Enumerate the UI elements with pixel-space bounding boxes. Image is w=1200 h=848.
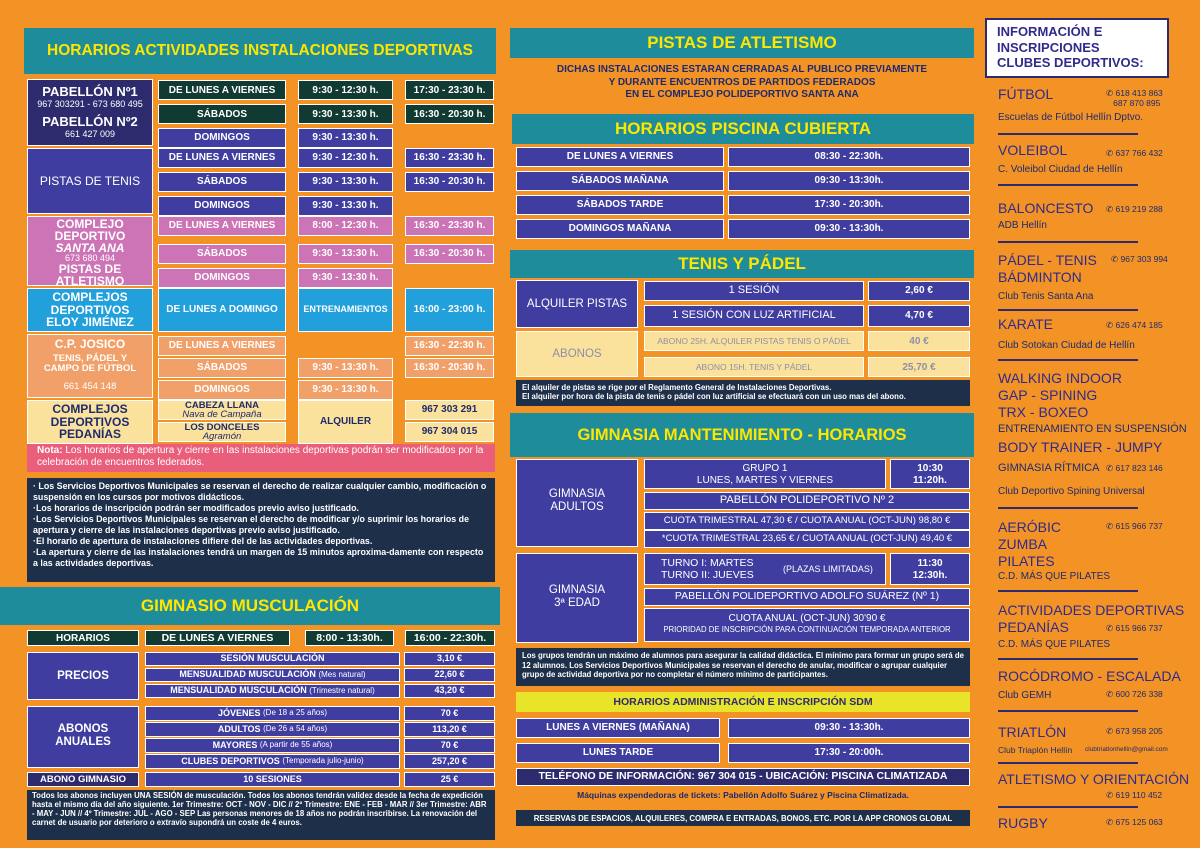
atl-text bbox=[510, 64, 974, 106]
pad-ph: 967 303 994 bbox=[1120, 254, 1168, 264]
roc-club: Club GEMH bbox=[998, 690, 1052, 701]
atl-line-3: EN EL COMPLEJO POLIDEPORTIVO SANTA ANA bbox=[625, 89, 859, 100]
pab-day-sab: SÁBADOS bbox=[158, 104, 286, 124]
cabeza-llana: CABEZA LLANA bbox=[184, 400, 260, 411]
divider bbox=[998, 806, 1138, 808]
gm-g1-time bbox=[890, 459, 970, 489]
atl-phone bbox=[1106, 791, 1162, 801]
eloy-entren: ENTRENAMIENTOS bbox=[298, 288, 393, 332]
kar-phone bbox=[1106, 321, 1163, 331]
gym-a2 bbox=[145, 722, 400, 737]
phone-icon: ✆ bbox=[1106, 148, 1114, 158]
gym-horarios: HORARIOS bbox=[27, 630, 139, 646]
pedanias-block bbox=[27, 400, 153, 444]
ten-day-sab: SÁBADOS bbox=[158, 172, 286, 192]
tri-club: Club Triaplón Hellín bbox=[998, 745, 1073, 755]
club-roc: ROCÓDROMO - ESCALADA bbox=[998, 668, 1181, 684]
gm-g1-t1: 10:30 bbox=[917, 463, 943, 474]
bal-phone bbox=[1106, 205, 1163, 215]
gm-cuota: CUOTA ANUAL (OCT-JUN) 30'90 € bbox=[728, 613, 886, 624]
club-walk-6: GIMNASIA RÍTMICA bbox=[998, 462, 1100, 474]
pis-d1: DE LUNES A VIERNES bbox=[516, 147, 724, 167]
sa-day-lv: DE LUNES A VIERNES bbox=[158, 216, 286, 236]
gym-a4-label: CLUBES DEPORTIVOS bbox=[181, 755, 280, 766]
clubs-title-3: CLUBES DEPORTIVOS: bbox=[997, 55, 1144, 71]
gym-a1 bbox=[145, 706, 400, 721]
pis-t2: 09:30 - 13:30h. bbox=[728, 171, 970, 191]
eloy-l1: COMPLEJOS bbox=[52, 290, 128, 304]
futbol-club: Escuelas de Fútbol Hellín Dptvo. bbox=[998, 112, 1144, 123]
rule-5: ·La apertura y cierre de las instalaciones tendrá un margen de 15 minutos aproxima-damente con respecto a las actividades deportivas. bbox=[33, 547, 484, 569]
gm-pab: PABELLÓN POLIDEPORTIVO Nº 2 bbox=[644, 492, 970, 510]
gym-a2-label: ADULTOS bbox=[217, 723, 261, 734]
gym-p2-label: MENSUALIDAD MUSCULACIÓN bbox=[179, 669, 316, 680]
donceles-block bbox=[158, 422, 286, 442]
gm-note: Los grupos tendrán un máximo de alumnos para asegurar la calidad didáctica. El mínimo para formar un grupo será de 12 alumnos. Los Servicios Deportivos Municipales se reservan el derecho de anular, modificar o agrupar cualquier grupo de actividad deportiva por no completar el número mínimo de participantes. bbox=[516, 648, 970, 686]
santa-l3: SANTA ANA bbox=[55, 241, 125, 255]
atl-line-2: Y DURANTE ENCUENTROS DE PARTIDOS FEDERADOS bbox=[608, 76, 876, 88]
pabellones-block bbox=[27, 79, 153, 146]
divider bbox=[998, 507, 1138, 509]
ped-ph: 615 966 737 bbox=[1115, 623, 1163, 633]
divider bbox=[998, 133, 1138, 135]
gym-a3 bbox=[145, 738, 400, 753]
pab1-name: PABELLÓN Nº1 bbox=[42, 84, 138, 99]
gym-a2-sub: (De 26 a 54 años) bbox=[263, 724, 328, 734]
aer-club: C.D. MÁS QUE PILATES bbox=[998, 571, 1111, 582]
clubs-title-1: INFORMACIÓN E bbox=[997, 24, 1103, 39]
phone-icon: ✆ bbox=[1106, 320, 1114, 330]
phone-icon: ✆ bbox=[1106, 88, 1114, 98]
gm-te2: 3ª EDAD bbox=[554, 597, 600, 610]
gm-tu1: TURNO I: MARTES bbox=[661, 557, 754, 569]
gym-a3-label: MAYORES bbox=[212, 739, 258, 750]
gm-tercera bbox=[516, 553, 638, 643]
rule-4: ·El horario de apertura de instalaciones difiere del de las actividades deportivas. bbox=[33, 536, 373, 547]
futbol-ph2: 687 870 895 bbox=[1113, 97, 1161, 108]
rules-box bbox=[27, 478, 495, 582]
divider bbox=[998, 658, 1138, 660]
phone-icon: ✆ bbox=[1106, 204, 1114, 214]
gym-a4v: 257,20 € bbox=[404, 754, 495, 769]
club-rugby: RUGBY bbox=[998, 815, 1048, 831]
gm-plazas: (PLAZAS LIMITADAS) bbox=[783, 564, 873, 574]
divider bbox=[998, 184, 1138, 186]
eloy-block bbox=[27, 288, 153, 332]
santa-l2: DEPORTIVO bbox=[54, 229, 126, 243]
josico-block bbox=[27, 334, 153, 398]
gym-abonos-l1: ABONOS bbox=[57, 723, 109, 735]
jo-day-dom: DOMINGOS bbox=[158, 380, 286, 400]
cabeza-llana-block bbox=[158, 400, 286, 420]
divider bbox=[998, 241, 1138, 243]
tel-info: TELÉFONO DE INFORMACIÓN: 967 304 015 - UBICACIÓN: PISCINA CLIMATIZADA bbox=[516, 768, 970, 786]
gym-p2-sub: (Mes natural) bbox=[318, 669, 366, 679]
divider bbox=[998, 762, 1138, 764]
ped-l2: DEPORTIVOS bbox=[50, 414, 130, 429]
gym-p1-label: SESIÓN MUSCULACIÓN bbox=[220, 653, 325, 664]
gm-adultos bbox=[516, 459, 638, 547]
club-ped-1: ACTIVIDADES DEPORTIVAS bbox=[998, 602, 1185, 618]
rule-2: ·Los horarios de inscripción podrán ser modificados previo aviso justificado. bbox=[33, 503, 359, 514]
gm-g1-t2: 11:20h. bbox=[913, 475, 947, 486]
eloy-l2: DEPORTIVOS bbox=[50, 302, 130, 317]
club-walk-5: BODY TRAINER - JUMPY bbox=[998, 439, 1163, 455]
jo-day-sab: SÁBADOS bbox=[158, 358, 286, 378]
gym-abonos bbox=[27, 706, 139, 768]
pis-t1: 08:30 - 22:30h. bbox=[728, 147, 970, 167]
adm-t1: 09:30 - 13:30h. bbox=[728, 718, 970, 738]
santa-phone: 673 680 494 bbox=[64, 253, 116, 263]
gym-a1-sub: (De 18 a 25 años) bbox=[263, 708, 328, 718]
ten-day-dom: DOMINGOS bbox=[158, 196, 286, 216]
clubs-title-2: INSCRIPCIONES bbox=[997, 39, 1100, 55]
pab-sab-t: 16:30 - 20:30 h. bbox=[405, 104, 494, 124]
gm-g1 bbox=[644, 459, 886, 489]
pab2-name: PABELLÓN Nº2 bbox=[42, 114, 138, 129]
phone-icon: ✆ bbox=[1106, 726, 1114, 736]
tri-ph: 673 958 205 bbox=[1115, 726, 1163, 736]
club-aer-3: PILATES bbox=[998, 553, 1055, 569]
pab-day-dom: DOMINGOS bbox=[158, 128, 286, 148]
gm-c1: CUOTA TRIMESTRAL 47,30 € / CUOTA ANUAL (OCT-JUN) 98,80 € bbox=[644, 512, 970, 530]
gm-cuota-block bbox=[644, 608, 970, 642]
pis-title: HORARIOS PISCINA CUBIERTA bbox=[512, 114, 974, 144]
club-aer-1: AERÓBIC bbox=[998, 519, 1062, 535]
santa-l4: PISTAS DE bbox=[58, 262, 122, 276]
atl-title: PISTAS DE ATLETISMO bbox=[510, 28, 974, 58]
ten-ab2v: 25,70 € bbox=[868, 357, 970, 377]
gym-p3-label: MENSUALIDAD MUSCULACIÓN bbox=[170, 685, 307, 696]
ten-title: TENIS Y PÁDEL bbox=[510, 250, 974, 278]
phone-icon: ✆ bbox=[1106, 817, 1114, 827]
club-padel-2: BÁDMINTON bbox=[998, 269, 1082, 285]
alquiler: ALQUILER bbox=[298, 400, 393, 444]
pis-d4: DOMINGOS MAÑANA bbox=[516, 219, 724, 239]
gym-agv: 25 € bbox=[404, 772, 495, 787]
ten-dom-m: 9:30 - 13:30 h. bbox=[298, 196, 393, 216]
santa-ana-block bbox=[27, 216, 153, 286]
gm-ad2: ADULTOS bbox=[550, 501, 604, 514]
sa-sab-m: 9:30 - 13:30 h. bbox=[298, 244, 393, 264]
gym-t: 16:00 - 22:30h. bbox=[405, 630, 495, 646]
vol-club: C. Voleibol Ciudad de Hellín bbox=[998, 164, 1123, 175]
phone-icon: ✆ bbox=[1106, 689, 1114, 699]
adm-d1: LUNES A VIERNES (MAÑANA) bbox=[516, 718, 720, 738]
rule-3: ·Los Servicios Deportivos Municipales se reservan el derecho de modificar y/o suprimir los horarios de apertura y cierre de las instalaciones deportivas previo aviso justificado. bbox=[33, 514, 470, 536]
ped-phone1: 967 303 291 bbox=[405, 400, 494, 420]
gym-p1v: 3,10 € bbox=[404, 652, 495, 666]
rug-ph: 675 125 063 bbox=[1115, 817, 1163, 827]
phone-icon: ✆ bbox=[1106, 463, 1114, 473]
josico-l2: TENIS, PÁDEL Y bbox=[52, 353, 128, 364]
eloy-l3: ELOY JIMÉNEZ bbox=[46, 315, 134, 330]
nava: Nava de Campaña bbox=[182, 409, 262, 421]
roc-phone bbox=[1106, 690, 1163, 700]
ten-sab-m: 9:30 - 13:30 h. bbox=[298, 172, 393, 192]
club-baloncesto: BALONCESTO bbox=[998, 200, 1094, 216]
walk-phone bbox=[1106, 464, 1163, 474]
gym-a1-label: JÓVENES bbox=[217, 707, 261, 718]
pis-t4: 09:30 - 13:30h. bbox=[728, 219, 970, 239]
club-aer-2: ZUMBA bbox=[998, 536, 1047, 552]
ten-note bbox=[516, 380, 970, 406]
gm-g1-days: LUNES, MARTES Y VIERNES bbox=[696, 475, 834, 486]
phone-icon: ✆ bbox=[1106, 521, 1114, 531]
ten-s2v: 4,70 € bbox=[868, 305, 970, 327]
jo-day-lv: DE LUNES A VIERNES bbox=[158, 336, 286, 356]
jo-sab-t: 16:30 - 20:30 h. bbox=[405, 358, 494, 378]
gym-foot: Todos los abonos incluyen UNA SESIÓN de musculación. Todos los abonos tendrán validez desde la fecha de expedición hasta el mismo día del año siguiente. 1er Trimestre: OCT - NOV - DIC // 2º Trimestre: ENE - FEB - MAR // 3er Trimestre: ABR - MAY - JUN // 4º Trimestre: JUL - AGO - SEP Las personas menores de 18 años no podrán inscribirse. La renovación del carnet de usuario por deterioro o extravío supondrá un coste de 4 euros. bbox=[27, 790, 495, 840]
gym-p2v: 22,60 € bbox=[404, 668, 495, 682]
pab-lv-m: 9:30 - 12:30 h. bbox=[298, 80, 393, 100]
club-walk-4: ENTRENAMIENTO EN SUSPENSIÓN bbox=[998, 423, 1187, 435]
club-futbol: FÚTBOL bbox=[998, 86, 1054, 102]
ten-s1v: 2,60 € bbox=[868, 281, 970, 301]
pis-t3: 17:30 - 20:30h. bbox=[728, 195, 970, 215]
jo-lv-t: 16:30 - 22:30 h. bbox=[405, 336, 494, 356]
gym-p1 bbox=[145, 652, 400, 666]
gym-a4-sub: (Temporada julio-junio) bbox=[282, 756, 364, 766]
club-tri: TRIATLÓN bbox=[998, 724, 1067, 740]
rugby-phone bbox=[1106, 818, 1163, 828]
gym-a4 bbox=[145, 754, 400, 769]
pab-lv-t: 17:30 - 23:30 h. bbox=[405, 80, 494, 100]
club-atl: ATLETISMO Y ORIENTACIÓN bbox=[998, 771, 1190, 787]
nota-label: Nota: bbox=[37, 445, 63, 456]
phone-icon: ✆ bbox=[1106, 623, 1114, 633]
roc-ph: 600 726 338 bbox=[1115, 689, 1163, 699]
adm-t2: 17:30 - 20:00h. bbox=[728, 743, 970, 763]
gym-lv: DE LUNES A VIERNES bbox=[145, 630, 290, 646]
clubs-title-box bbox=[985, 18, 1169, 78]
rule-1: · Los Servicios Deportivos Municipales se reservan el derecho de realizar cualquier cambio, modificación o suspensión en los cursos por motivos didácticos. bbox=[33, 481, 487, 503]
vol-ph: 637 766 432 bbox=[1115, 148, 1163, 158]
sa-sab-t: 16:30 - 20:30 h. bbox=[405, 244, 494, 264]
left-title: HORARIOS ACTIVIDADES INSTALACIONES DEPORTIVAS bbox=[24, 28, 496, 74]
gym-ags: 10 SESIONES bbox=[145, 772, 400, 787]
ten-lv-t: 16:30 - 23:30 h. bbox=[405, 148, 494, 168]
gm-tt1: 11:30 bbox=[917, 558, 943, 569]
adm-d2: LUNES TARDE bbox=[516, 743, 720, 763]
pab2-phone: 661 427 009 bbox=[64, 129, 116, 139]
gym-a2v: 113,20 € bbox=[404, 722, 495, 737]
santa-l5: ATLETISMO bbox=[55, 274, 125, 288]
ten-note-2: El alquiler por hora de la pista de tenis o pádel con luz artificial se efectuará con un uso mas del abono. bbox=[522, 392, 906, 402]
club-karate: KARATE bbox=[998, 316, 1053, 332]
gym-abonos-l2: ANUALES bbox=[55, 735, 111, 748]
eloy-day: DE LUNES A DOMINGO bbox=[158, 288, 286, 332]
futbol-ph1: 618 413 863 bbox=[1115, 88, 1163, 98]
pis-d2: SÁBADOS MAÑANA bbox=[516, 171, 724, 191]
gm-tt bbox=[890, 553, 970, 585]
aer-ph: 615 966 737 bbox=[1115, 521, 1163, 531]
gm-pab2: PABELLÓN POLIDEPORTIVO ADOLFO SUÁREZ (Nº 1) bbox=[644, 588, 970, 606]
bal-ph: 619 219 288 bbox=[1115, 204, 1163, 214]
gym-a1v: 70 € bbox=[404, 706, 495, 721]
club-padel-1: PÁDEL - TENIS bbox=[998, 252, 1097, 268]
ten-alq: ALQUILER PISTAS bbox=[516, 280, 638, 328]
gym-p3 bbox=[145, 684, 400, 698]
pab-dom-m: 9:30 - 13:30 h. bbox=[298, 128, 393, 148]
sa-day-sab: SÁBADOS bbox=[158, 244, 286, 264]
ped-l1: COMPLEJOS bbox=[52, 402, 128, 416]
gym-a3-sub: (A partir de 55 años) bbox=[259, 740, 333, 750]
jo-sab-m: 9:30 - 13:30 h. bbox=[298, 358, 393, 378]
vol-phone bbox=[1106, 149, 1163, 159]
gm-te1: GIMNASIA bbox=[548, 584, 606, 596]
josico-l3: CAMPO DE FÚTBOL bbox=[43, 362, 137, 374]
kar-club: Club Sotokan Ciudad de Hellín bbox=[998, 340, 1135, 351]
gym-a3v: 70 € bbox=[404, 738, 495, 753]
donceles: LOS DONCELES bbox=[184, 422, 260, 433]
app-info: RESERVAS DE ESPACIOS, ALQUILERES, COMPRA E ENTRADAS, BONOS, ETC. POR LA APP CRONOS GLOBAL bbox=[516, 810, 970, 826]
adm-title: HORARIOS ADMINISTRACIÓN E INSCRIPCIÓN SDM bbox=[516, 692, 970, 712]
gym-precios: PRECIOS bbox=[27, 652, 139, 700]
tri-phone bbox=[1106, 727, 1163, 737]
pab1-phone: 967 303291 - 673 680 495 bbox=[37, 99, 143, 109]
atl-line-1: DICHAS INSTALACIONES ESTARÁN CERRADAS AL PÚBLICO PREVIAMENTE bbox=[556, 64, 928, 75]
club-voleibol: VOLEIBOL bbox=[998, 142, 1068, 158]
gm-prior: PRIORIDAD DE INSCRIPCIÓN PARA CONTINUACIÓN TEMPORADA ANTERIOR bbox=[663, 625, 951, 634]
ten-ab1v: 40 € bbox=[868, 331, 970, 351]
gm-c2: *CUOTA TRIMESTRAL 23,65 € / CUOTA ANUAL (OCT-JUN) 49,40 € bbox=[644, 530, 970, 548]
josico-phone: 661 454 148 bbox=[63, 381, 117, 392]
santa-l1: COMPLEJO bbox=[56, 217, 124, 231]
ped-l3: PEDANÍAS bbox=[58, 427, 121, 442]
maq-info: Máquinas expendedoras de tickets: Pabellón Adolfo Suárez y Piscina Climatizada. bbox=[577, 790, 909, 800]
ten-day-lv: DE LUNES A VIERNES bbox=[158, 148, 286, 168]
gm-title: GIMNASIA MANTENIMIENTO - HORARIOS bbox=[510, 413, 974, 457]
futbol-phones bbox=[1106, 89, 1163, 109]
josico-l1: C.P. JOSICO bbox=[54, 337, 126, 351]
sa-day-dom: DOMINGOS bbox=[158, 268, 286, 288]
ten-sab-t: 16:30 - 20:30 h. bbox=[405, 172, 494, 192]
ped-club: C.D. MÁS QUE PILATES bbox=[998, 639, 1111, 650]
ten-ab: ABONOS bbox=[516, 331, 638, 377]
phone-icon: ✆ bbox=[1106, 790, 1114, 800]
ten-ab1: ABONO 25H. ALQUILER PISTAS TENIS O PÁDEL bbox=[644, 331, 864, 351]
ped-phone bbox=[1106, 624, 1163, 634]
pistas-tenis: PISTAS DE TENIS bbox=[27, 148, 153, 214]
phone-icon: ✆ bbox=[1111, 254, 1119, 264]
sa-dom-m: 9:30 - 13:30 h. bbox=[298, 268, 393, 288]
jo-dom-m: 9:30 - 13:30 h. bbox=[298, 380, 393, 400]
sa-lv-t: 16:30 - 23:30 h. bbox=[405, 216, 494, 236]
aer-phone bbox=[1106, 522, 1163, 532]
atl-ph: 619 110 452 bbox=[1115, 790, 1163, 800]
sa-lv-m: 8:00 - 12:30 h. bbox=[298, 216, 393, 236]
pad-club: Club Tenis Santa Ana bbox=[998, 291, 1094, 302]
divider bbox=[998, 590, 1138, 592]
divider bbox=[998, 359, 1138, 361]
walk-club: Club Deportivo Spining Universal bbox=[998, 486, 1145, 497]
kar-ph: 626 474 185 bbox=[1115, 320, 1163, 330]
gm-g1-name: GRUPO 1 bbox=[742, 463, 788, 474]
pad-phone bbox=[1111, 255, 1168, 265]
gm-ad1: GIMNASIA bbox=[548, 488, 606, 500]
gym-p3-sub: (Trimestre natural) bbox=[309, 685, 375, 695]
gm-tt2: 12:30h. bbox=[912, 570, 948, 581]
divider bbox=[998, 309, 1138, 311]
gym-ag: ABONO GIMNASIO bbox=[27, 772, 139, 787]
agramon: Agramón bbox=[202, 431, 242, 443]
divider bbox=[998, 710, 1138, 712]
club-walk-2: GAP - SPINING bbox=[998, 387, 1098, 403]
ten-s2: 1 SESIÓN CON LUZ ARTIFICIAL bbox=[644, 305, 864, 327]
bal-club: ADB Hellín bbox=[998, 220, 1047, 231]
pab-sab-m: 9:30 - 13:30 h. bbox=[298, 104, 393, 124]
gym-p3v: 43,20 € bbox=[404, 684, 495, 698]
pis-d3: SÁBADOS TARDE bbox=[516, 195, 724, 215]
ped-phone2: 967 304 015 bbox=[405, 422, 494, 442]
gym-m: 8:00 - 13:30h. bbox=[305, 630, 394, 646]
gym-title: GIMNASIO MUSCULACIÓN bbox=[0, 587, 500, 625]
pab-day-lv: DE LUNES A VIERNES bbox=[158, 80, 286, 100]
ten-s1: 1 SESIÓN bbox=[644, 281, 864, 301]
nota-text: Los horarios de apertura y cierre en las instalaciones deportivas podrán ser modificados por la celebración de encuentros federados. bbox=[37, 445, 484, 468]
nota-box bbox=[27, 444, 495, 472]
clubs-title bbox=[987, 20, 1167, 71]
ten-note-1: El alquiler de pistas se rige por el Reglamento General de Instalaciones Deportivas. bbox=[522, 383, 832, 392]
club-ped-2: PEDANÍAS bbox=[998, 619, 1069, 635]
gm-tu2: TURNO II: JUEVES bbox=[661, 569, 754, 582]
ten-lv-m: 9:30 - 12:30 h. bbox=[298, 148, 393, 168]
club-walk-3: TRX - BOXEO bbox=[998, 404, 1089, 420]
eloy-time: 16:00 - 23:00 h. bbox=[405, 288, 494, 332]
ten-ab2: ABONO 15H. TENIS Y PÁDEL bbox=[644, 357, 864, 377]
gym-p2 bbox=[145, 668, 400, 682]
tri-mail: clubtriatlonhellin@gmail.com bbox=[1085, 746, 1168, 753]
walk-ph: 617 823 146 bbox=[1115, 463, 1163, 473]
club-walk-1: WALKING INDOOR bbox=[998, 370, 1122, 386]
gm-turnos bbox=[644, 553, 886, 585]
